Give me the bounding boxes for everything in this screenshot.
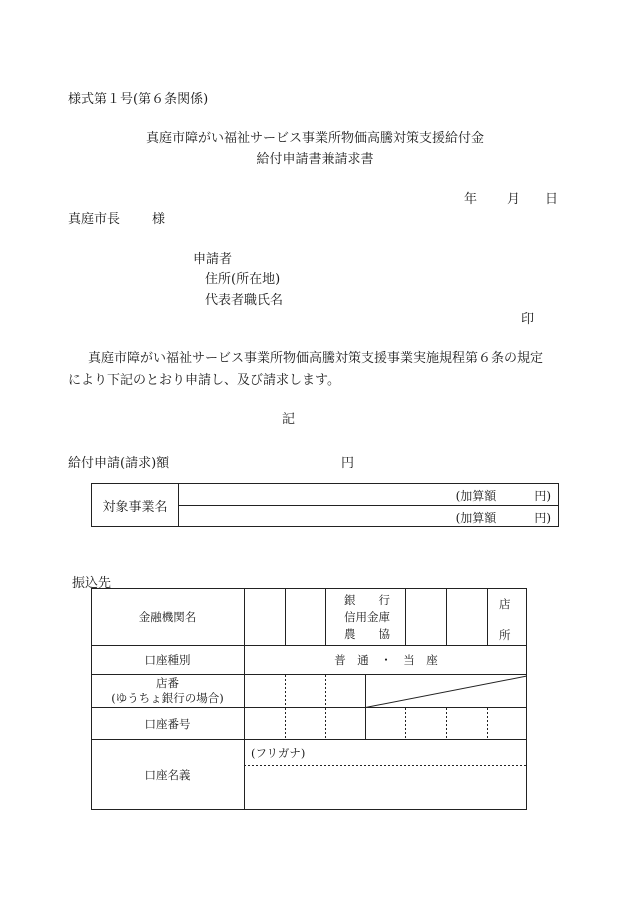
transfer-heading: 振込先 [72,576,112,591]
additional-amount-label: (加算額 [455,489,497,503]
applicant-representative-label: 代表者職氏名 [205,293,284,308]
addressee-honorific: 様 [152,212,166,227]
institution-type: 銀 行 [344,593,390,607]
target-business-row[interactable] [178,506,558,526]
account-name-label: 口座名義 [144,768,191,782]
institution-type: 農 協 [344,627,390,641]
form-number: 様式第１号(第６条関係) [68,92,209,107]
document-title: 真庭市障がい福祉サービス事業所物価高騰対策支援給付金 [145,131,484,146]
date-day: 日 [545,192,559,207]
branch-type-top: 店 [499,597,511,611]
target-business-table [91,483,559,527]
furigana-label: (フリガナ) [251,746,306,760]
branch-number-label-note: (ゆうちょ銀行の場合) [111,691,224,705]
bank-table [91,588,527,810]
amount-label: 給付申請(請求)額 [68,456,170,471]
additional-amount [456,487,551,504]
account-type-label: 口座種別 [144,653,191,667]
applicant-address-label: 住所(所在地) [205,272,281,287]
target-business-label: 対象事業名 [92,484,179,526]
body-text-line1: 真庭市障がい福祉サービス事業所物価高騰対策支援事業実施規程第６条の規定 [88,351,544,366]
amount-unit: 円 [341,456,355,471]
institution-label: 金融機関名 [138,609,197,624]
seal-mark: 印 [521,312,535,327]
branch-number-label-main: 店番 [156,676,179,690]
branch-number-label [91,675,244,707]
account-number-label: 口座番号 [144,716,191,731]
ki-marker: 記 [282,412,296,427]
addressee-name: 真庭市長 [68,212,121,227]
branch-type-bottom: 所 [499,628,511,642]
additional-amount-unit: 円) [534,489,551,503]
date-year: 年 [464,192,478,207]
institution-type: 信用金庫 [344,610,390,624]
additional-amount-unit: 円) [534,511,551,525]
document-subtitle: 給付申請書兼請求書 [256,152,374,167]
target-business-row[interactable] [178,484,558,506]
additional-amount [456,509,551,526]
date-month: 月 [507,192,521,207]
additional-amount-label: (加算額 [455,511,497,525]
applicant-label: 申請者 [193,252,233,267]
slash-line [366,676,528,708]
body-text-line2: により下記のとおり申請し、及び請求します。 [68,373,340,388]
account-type-options[interactable]: 普 通 ・ 当 座 [334,653,438,667]
institution-type-list [341,592,393,643]
